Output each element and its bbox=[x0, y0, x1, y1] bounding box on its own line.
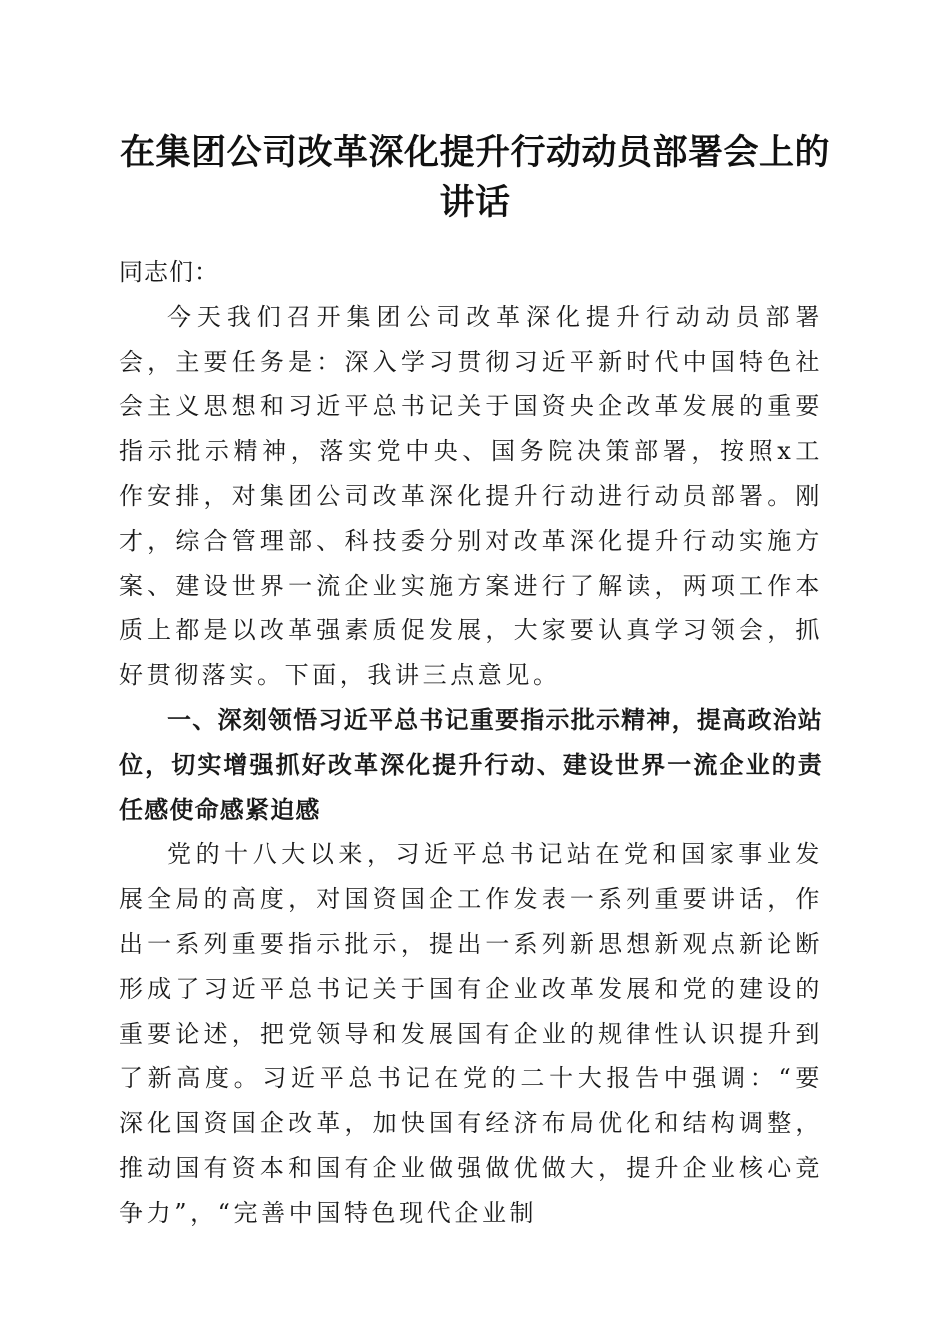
title-line-1: 在集团公司改革深化提升行动动员部署会上的 bbox=[119, 132, 830, 173]
document-body bbox=[119, 250, 823, 1236]
paragraph-opening: 今天我们召开集团公司改革深化提升行动动员部署会，主要任务是：深入学习贯彻习近平新时代中国特色社会主义思想和习近平总书记关于国资央企改革发展的重要指示批示精神，落实党中央、国务院决策部署，按照x工作安排，对集团公司改革深化提升行动进行动员部署。刚才，综合管理部、科技委分别对改革深化提升行动实施方案、建设世界一流企业实施方案进行了解读，两项工作本质上都是以改革强素质促发展，大家要认真学习领会，抓好贯彻落实。下面，我讲三点意见。 bbox=[119, 302, 823, 690]
document-title bbox=[100, 128, 850, 228]
paragraph-section-1: 党的十八大以来，习近平总书记站在党和国家事业发展全局的高度，对国资国企工作发表一系列重要讲话，作出一系列重要指示批示，提出一系列新思想新观点新论断形成了习近平总书记关于国有企业改革发展和党的建设的重要论述，把党领导和发展国有企业的规律性认识提升到了新高度。习近平总书记在党的二十大报告中强调：“要深化国资国企改革，加快国有经济布局优化和结构调整，推动国有资本和国有企业做强做优做大，提升企业核心竞争力”，“完善中国特色现代企业制 bbox=[119, 840, 823, 1227]
salutation: 同志们： bbox=[119, 258, 219, 286]
title-line-2: 讲话 bbox=[439, 182, 511, 223]
section-heading-1: 一、深刻领悟习近平总书记重要指示批示精神，提高政治站位，切实增强抓好改革深化提升行动、建设世界一流企业的责任感使命感紧迫感 bbox=[119, 705, 823, 824]
